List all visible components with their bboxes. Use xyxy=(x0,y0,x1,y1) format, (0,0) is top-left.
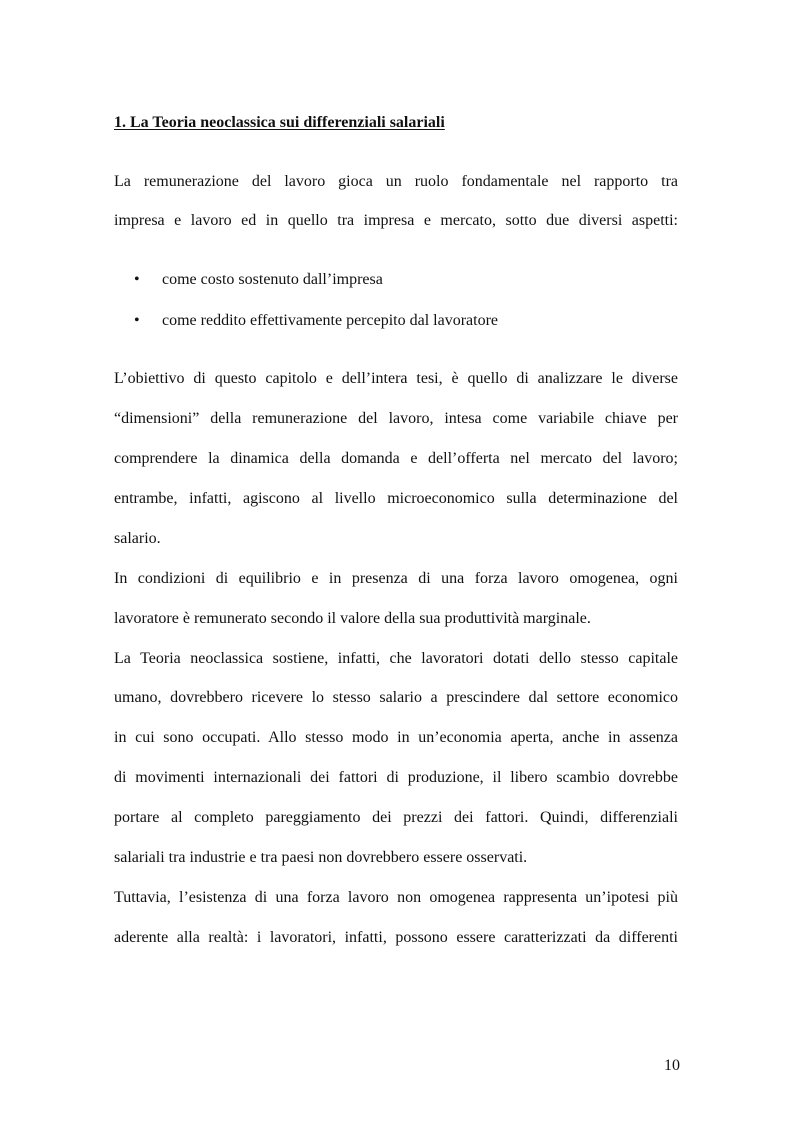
bullet-item-cost xyxy=(134,270,383,290)
body-line-14: Tuttavia, l’esistenza di una forza lavoro non omogenea rappresenta un’ipotesi più xyxy=(114,889,678,906)
bullet-item-label: come reddito effettivamente percepito dal lavoratore xyxy=(162,312,498,329)
bullet-icon: • xyxy=(134,271,140,288)
body-line-5: salario. xyxy=(114,530,161,547)
bullet-icon: • xyxy=(134,312,140,329)
body-line-10: in cui sono occupati. Allo stesso modo in un’economia aperta, anche in assenza xyxy=(114,729,678,746)
body-line-15: aderente alla realtà: i lavoratori, infatti, possono essere caratterizzati da differenti xyxy=(114,929,678,946)
page-number: 10 xyxy=(664,1057,680,1074)
bullet-item-income xyxy=(134,311,498,331)
body-line-11: di movimenti internazionali dei fattori di produzione, il libero scambio dovrebbe xyxy=(114,769,678,786)
intro-line-1: La remunerazione del lavoro gioca un ruolo fondamentale nel rapporto tra xyxy=(114,173,678,190)
body-line-4: entrambe, infatti, agiscono al livello microeconomico sulla determinazione del xyxy=(114,490,678,507)
body-line-8: La Teoria neoclassica sostiene, infatti, che lavoratori dotati dello stesso capitale xyxy=(114,650,678,667)
intro-line-2: impresa e lavoro ed in quello tra impresa e mercato, sotto due diversi aspetti: xyxy=(114,212,678,229)
body-line-1: L’obiettivo di questo capitolo e dell’intera tesi, è quello di analizzare le diverse xyxy=(114,370,678,387)
body-line-6: In condizioni di equilibrio e in presenza di una forza lavoro omogenea, ogni xyxy=(114,570,678,587)
body-line-2: “dimensioni” della remunerazione del lavoro, intesa come variabile chiave per xyxy=(114,410,678,427)
body-line-7: lavoratore è remunerato secondo il valore della sua produttività marginale. xyxy=(114,610,591,627)
body-line-13: salariali tra industrie e tra paesi non dovrebbero essere osservati. xyxy=(114,849,528,866)
section-heading: 1. La Teoria neoclassica sui differenziali salariali xyxy=(114,114,445,131)
body-line-9: umano, dovrebbero ricevere lo stesso salario a prescindere dal settore economico xyxy=(114,689,678,706)
bullet-item-label: come costo sostenuto dall’impresa xyxy=(162,271,383,288)
body-line-3: comprendere la dinamica della domanda e dell’offerta nel mercato del lavoro; xyxy=(114,450,678,467)
body-line-12: portare al completo pareggiamento dei prezzi dei fattori. Quindi, differenziali xyxy=(114,809,678,826)
